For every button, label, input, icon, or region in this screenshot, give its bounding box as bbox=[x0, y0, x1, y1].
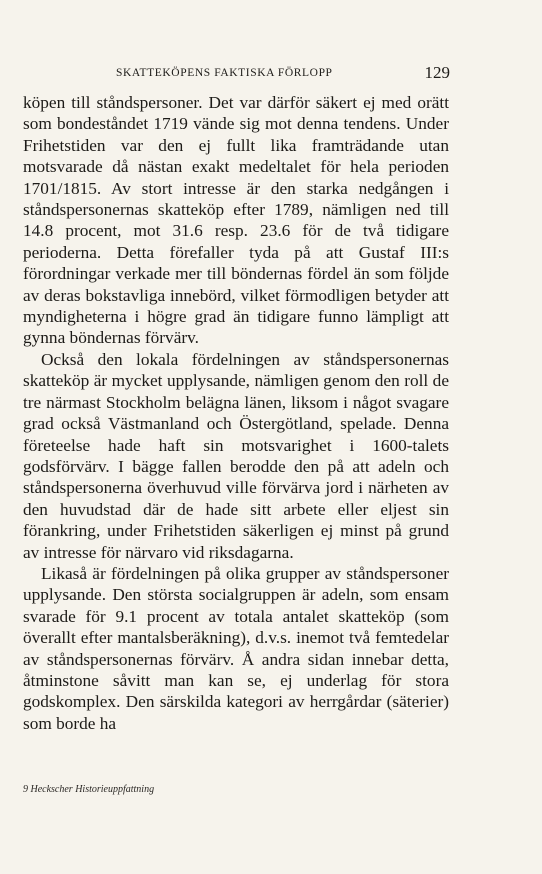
running-title: SKATTEKÖPENS FAKTISKA FÖRLOPP bbox=[116, 67, 333, 79]
page-number: 129 bbox=[424, 63, 450, 82]
paragraph-3: Likaså är fördelningen på olika grupper av ståndspersoner upplysande. Den största socialgruppen är adeln, som ensam svarade för 9.1 procent av totala antalet skatteköp (som överallt efter mantalsberäkning), d.v.s. inemot två femtedelar av ståndspersonernas förvärv. Å andra sidan innebar detta, åtminstone såvitt man kan se, ej underlag för stora godskomplex. Den särskilda kategori av herrgårdar (säterier) som borde ha bbox=[23, 563, 449, 733]
running-header bbox=[116, 63, 450, 83]
body-text bbox=[23, 92, 449, 734]
signature-mark: 9 Heckscher Historieuppfattning bbox=[23, 784, 155, 795]
paragraph-1: köpen till ståndspersoner. Det var därför säkert ej med orätt som bondeståndet 1719 vände sig mot denna tendens. Under Frihetstiden var den ej fullt lika framträdande utan motsvarade då nästan exakt medeltalet för hela perioden 1701/1815. Av stort intresse är den starka nedgången i ståndspersonernas skatteköp efter 1789, nämligen ned till 14.8 procent, mot 31.6 resp. 23.6 för de två tidigare perioderna. Detta förefaller tyda på att Gustaf III:s förordningar verkade mer till böndernas fördel än som följde av deras bokstavliga innebörd, vilket förmodligen betyder att myndigheterna i högre grad än tidigare funno lämpligt att gynna böndernas förvärv. bbox=[23, 93, 449, 348]
paragraph-2: Också den lokala fördelningen av ståndspersonernas skatteköp är mycket upplysande, nämligen genom den roll de tre närmast Stockholm belägna länen, liksom i något svagare grad också Västmanland och Östergötland, spelade. Denna företeelse hade haft sin motsvarighet i 1600-talets godsförvärv. I bägge fallen berodde den på att adeln och ståndspersonerna överhuvud ville förvärva jord i närheten av den huvudstad där de hade sitt arbete eller eljest sin förankring, under Frihetstiden säkerligen ej minst på grund av intresse för närvaro vid riksdagarna. bbox=[23, 349, 449, 562]
